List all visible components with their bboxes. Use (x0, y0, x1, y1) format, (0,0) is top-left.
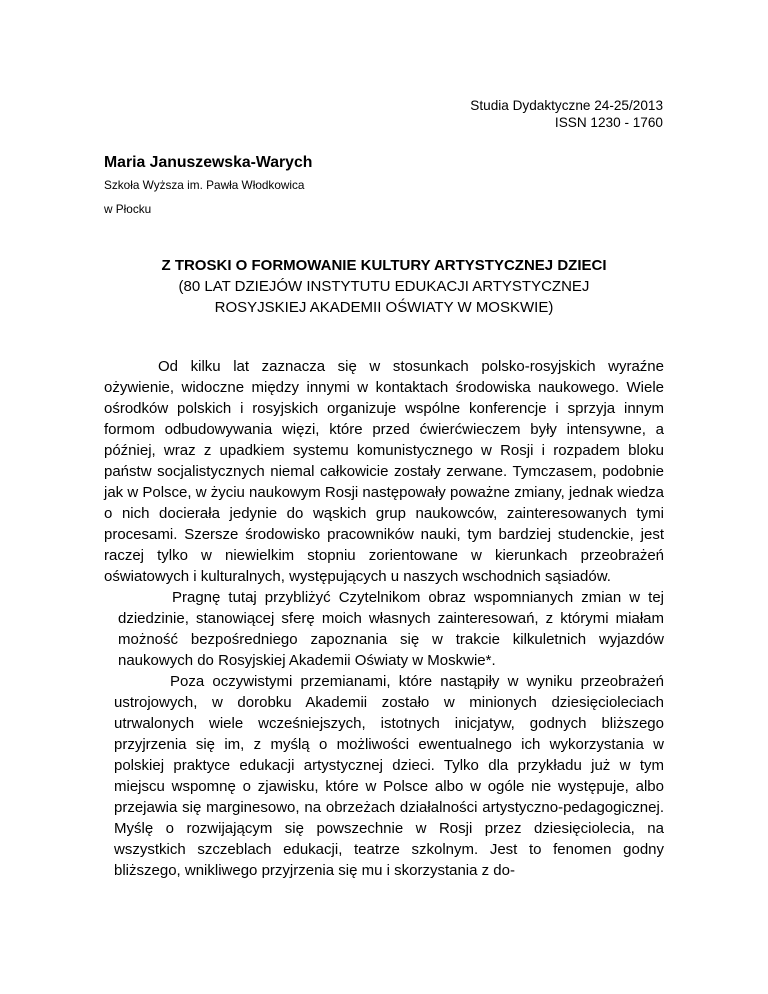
affiliation-city: w Płocku (104, 202, 152, 216)
journal-name: Studia Dydaktyczne 24-25/2013 (470, 98, 663, 113)
journal-issn: ISSN 1230 - 1760 (554, 115, 663, 130)
article-body (104, 356, 664, 881)
author-name: Maria Januszewska-Warych (104, 154, 313, 171)
paragraph-2: Pragnę tutaj przybliżyć Czytelnikom obraz wspomnianych zmian w tej dziedzinie, stanowiącej sferę moich własnych zainteresowań, z którymi miałam możność bezpośredniego zapoznania się w trakcie kilkuletnich wyjazdów naukowych do Rosyjskiej Akademii Oświaty w Moskwie*. (118, 589, 664, 669)
paragraph-3: Poza oczywistymi przemianami, które nastąpiły w wyniku przeobrażeń ustrojowych, w dorobku Akademii zostało w minionych dziesięcioleciach utrwalonych wiele wcześniejszych, istotnych inicjatyw, godnych bliższego przyjrzenia się im, z myślą o możliwości ewentualnego ich wykorzystania w polskiej praktyce edukacji artystycznej dzieci. Tylko dla przykładu już w tym miejscu wspomnę o zjawisku, które w Polsce albo w ogóle nie występuje, albo przejawia się marginesowo, na obrzeżach działalności artystyczno-pedagogicznej. Myślę o rozwijającym się powszechnie w Rosji przez dziesięciolecia, na wszystkich szczeblach edukacji, teatrze szkolnym. Jest to fenomen godny bliższego, wnikliwego przyjrzenia się mu i skorzystania z do- (114, 673, 664, 879)
article-title-block (104, 255, 664, 318)
article-subtitle-line2: ROSYJSKIEJ AKADEMII OŚWIATY W MOSKWIE) (214, 299, 554, 316)
affiliation-school: Szkoła Wyższa im. Pawła Włodkowica (104, 178, 305, 192)
paragraph-1: Od kilku lat zaznacza się w stosunkach polsko-rosyjskich wyraźne ożywienie, widoczne między innymi w kontaktach środowiska naukowego. Wiele ośrodków polskich i rosyjskich organizuje wspólne konferencje i sprzyja innym formom odbudowywania więzi, które przed ćwierćwieczem były intensywne, a później, wraz z upadkiem systemu komunistycznego w Rosji i rozpadem bloku państw socjalistycznych niemal całkowicie zostały zerwane. Tymczasem, podobnie jak w Polsce, w życiu naukowym Rosji następowały poważne zmiany, jednak wiedza o nich docierała jedynie do wąskich grup naukowców, zainteresowanych tymi procesami. Szersze środowisko pracowników nauki, tym bardziej studenckie, jest raczej tylko w niewielkim stopniu zorientowane w kierunkach przeobrażeń oświatowych i kulturalnych, występujących u naszych wschodnich sąsiadów. (104, 358, 664, 585)
article-title: Z TROSKI O FORMOWANIE KULTURY ARTYSTYCZNEJ DZIECI (161, 257, 607, 274)
article-subtitle-line1: (80 LAT DZIEJÓW INSTYTUTU EDUKACJI ARTYSTYCZNEJ (178, 278, 590, 295)
journal-info (363, 97, 663, 131)
